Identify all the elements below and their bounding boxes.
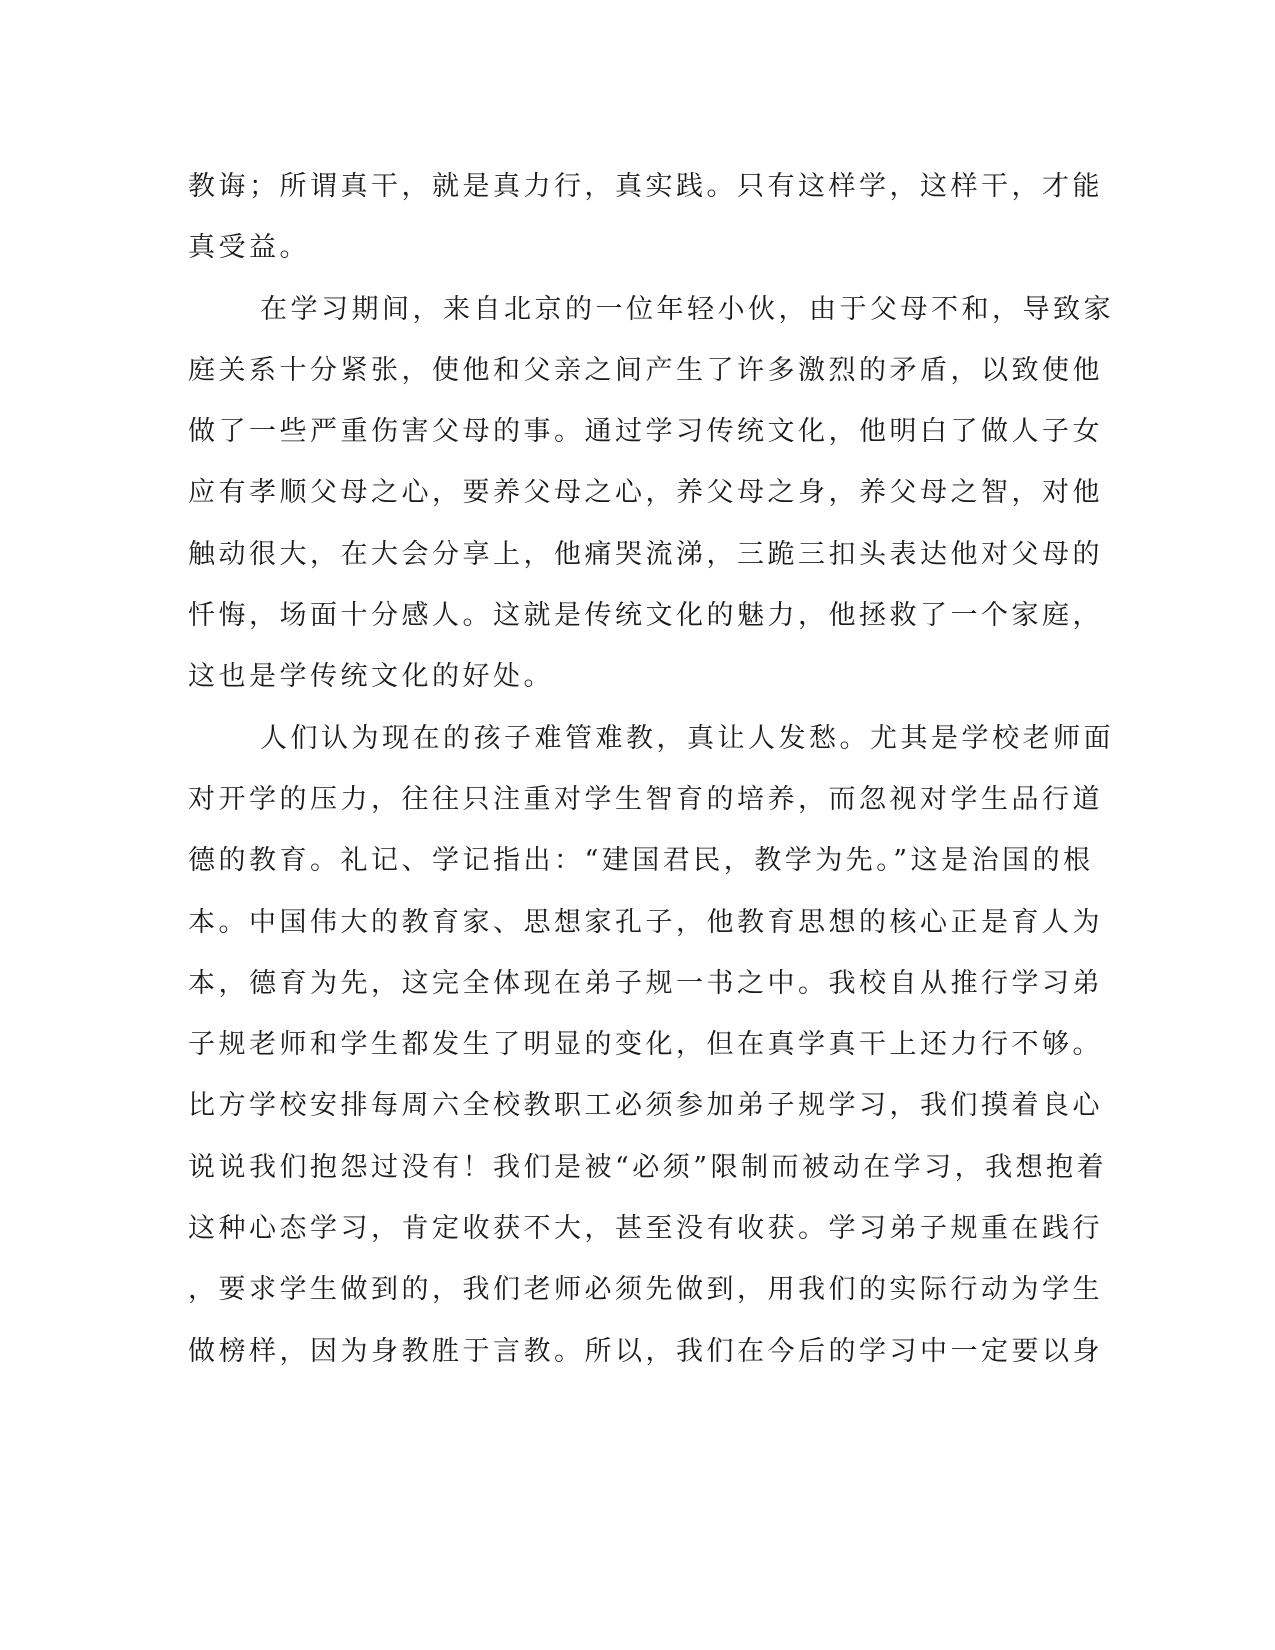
text-line-first: 在学习期间，来自北京的一位年轻小伙，由于父母不和，导致家 xyxy=(260,293,1114,325)
text-line: 忏悔，场面十分感人。这就是传统文化的魅力，他拯救了一个家庭， xyxy=(188,600,1103,632)
body-text xyxy=(188,156,1114,1382)
text-line: 应有孝顺父母之心，要养父母之心，养父母之身，养父母之智，对他 xyxy=(188,477,1103,509)
text-line: 本，德育为先，这完全体现在弟子规一书之中。我校自从推行学习弟 xyxy=(188,967,1103,999)
text-line: 比方学校安排每周六全校教职工必须参加弟子规学习，我们摸着良心 xyxy=(188,1090,1103,1122)
text-line: 对开学的压力，往往只注重对学生智育的培养，而忽视对学生品行道 xyxy=(188,783,1103,815)
text-line: 这也是学传统文化的好处。 xyxy=(188,661,554,693)
text-line: 本。中国伟大的教育家、思想家孔子，他教育思想的核心正是育人为 xyxy=(188,906,1103,938)
text-line: 这种心态学习，肯定收获不大，甚至没有收获。学习弟子规重在践行 xyxy=(188,1213,1103,1245)
text-line-first: 人们认为现在的孩子难管难教，真让人发愁。尤其是学校老师面 xyxy=(260,722,1114,754)
text-line: ，要求学生做到的，我们老师必须先做到，用我们的实际行动为学生 xyxy=(188,1274,1103,1306)
text-line: 子规老师和学生都发生了明显的变化，但在真学真干上还力行不够。 xyxy=(188,1029,1103,1061)
paragraph-2 xyxy=(188,279,1114,708)
paragraph-3 xyxy=(188,708,1114,1382)
paragraph-1 xyxy=(188,156,1103,279)
text-line: 触动很大，在大会分享上，他痛哭流涕，三跪三扣头表达他对父母的 xyxy=(188,538,1103,570)
text-line: 真受益。 xyxy=(188,232,310,264)
text-line: 庭关系十分紧张，使他和父亲之间产生了许多激烈的矛盾，以致使他 xyxy=(188,354,1103,386)
text-line: 德的教育。礼记、学记指出：“建国君民，教学为先。”这是治国的根 xyxy=(188,845,1094,877)
text-line: 做榜样，因为身教胜于言教。所以，我们在今后的学习中一定要以身 xyxy=(188,1335,1103,1367)
text-line: 说说我们抱怨过没有！我们是被“必须”限制而被动在学习，我想抱着 xyxy=(188,1151,1108,1183)
text-line: 教诲；所谓真干，就是真力行，真实践。只有这样学，这样干，才能 xyxy=(188,171,1103,202)
text-line: 做了一些严重伤害父母的事。通过学习传统文化，他明白了做人子女 xyxy=(188,416,1103,448)
